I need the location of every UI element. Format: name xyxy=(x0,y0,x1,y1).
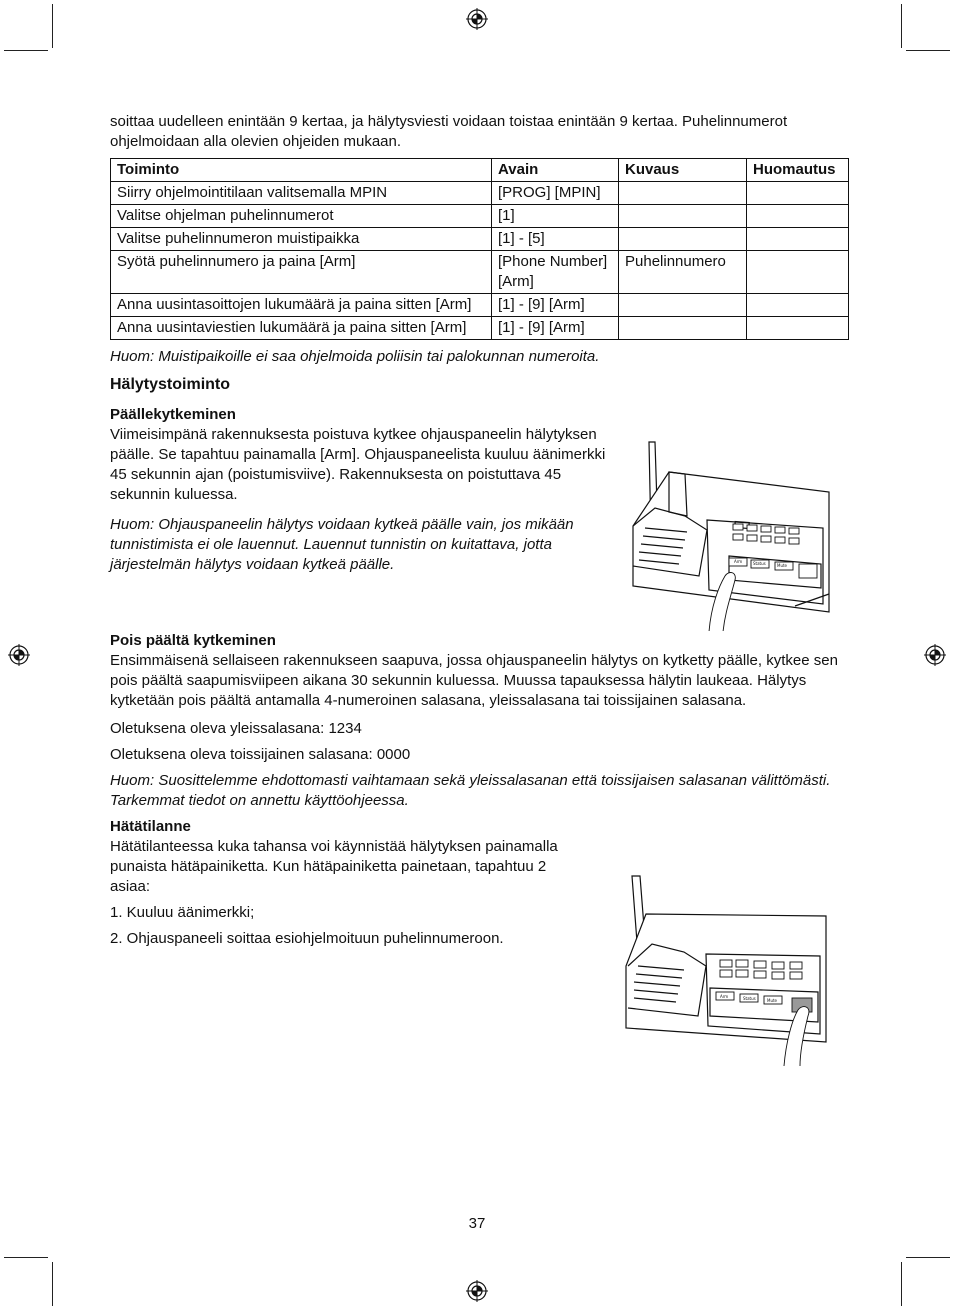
table-cell: [1] - [5] xyxy=(492,228,619,251)
registration-mark-icon xyxy=(466,8,488,30)
table-header-cell: Avain xyxy=(492,159,619,182)
registration-mark-icon xyxy=(8,644,30,666)
table-cell: Puhelinnumero xyxy=(619,251,747,294)
table-cell: Anna uusintasoittojen lukumäärä ja paina sitten [Arm] xyxy=(111,294,492,317)
emergency-item: 2. Ohjauspaneeli soittaa esiohjelmoituun puhelinnumeroon. xyxy=(110,930,504,947)
default-secondary-password: Oletuksena oleva toissijainen salasana: 0000 xyxy=(110,746,411,763)
registration-mark-icon xyxy=(924,644,946,666)
table-row xyxy=(111,317,849,340)
table-cell xyxy=(747,294,849,317)
table-cell: Anna uusintaviestien lukumäärä ja paina sitten [Arm] xyxy=(111,317,492,340)
table-row xyxy=(111,182,849,205)
arming-section xyxy=(110,405,615,575)
crop-mark xyxy=(52,1262,53,1306)
section-title: Hälytystoiminto xyxy=(110,376,231,393)
crop-mark xyxy=(4,1257,48,1258)
registration-mark-icon xyxy=(466,1280,488,1302)
table-cell: Valitse ohjelman puhelinnumerot xyxy=(111,205,492,228)
crop-mark xyxy=(901,4,902,48)
mute-key-label: Mute xyxy=(767,998,778,1003)
table-cell: Siirry ohjelmointitilaan valitsemalla MPIN xyxy=(111,182,492,205)
crop-mark xyxy=(906,1257,950,1258)
mute-key-label: Mute xyxy=(777,563,788,568)
disarming-text: Ensimmäisenä sellaiseen rakennukseen saapuva, jossa ohjauspaneelin hälytys on kytketty päälle, kytkee sen pois päältä saapumisviipeen aikana 30 sekunnin kuluessa. Muussa tapauksessa hälytin laukeaa. Hälytys kytketään pois päältä antamalla 4-numeroinen salasana, yleissalasana tai toissijainen salasana. xyxy=(110,652,838,709)
disarming-title: Pois päältä kytkeminen xyxy=(110,632,276,649)
crop-mark xyxy=(52,4,53,48)
emergency-title: Hätätilanne xyxy=(110,818,191,835)
table-cell: [1] xyxy=(492,205,619,228)
table-cell: [Phone Number] [Arm] xyxy=(492,251,619,294)
page-number: 37 xyxy=(468,1215,486,1232)
table-cell xyxy=(619,294,747,317)
default-master-password: Oletuksena oleva yleissalasana: 1234 xyxy=(110,720,362,737)
table-cell: [PROG] [MPIN] xyxy=(492,182,619,205)
table-header-cell: Huomautus xyxy=(747,159,849,182)
table-cell xyxy=(747,228,849,251)
status-key-label: Status xyxy=(753,561,766,566)
table-header-row xyxy=(111,159,849,182)
table-cell xyxy=(619,205,747,228)
table-cell xyxy=(747,182,849,205)
table-header-cell: Toiminto xyxy=(111,159,492,182)
table-row xyxy=(111,251,849,294)
table-row xyxy=(111,205,849,228)
intro-paragraph: soittaa uudelleen enintään 9 kertaa, ja hälytysviesti voidaan toistaa enintään 9 kertaa. Puhelinnumerot ohjelmoidaan alla olevien ohjeiden mukaan. xyxy=(110,113,788,150)
status-key-label: Status xyxy=(743,996,756,1001)
crop-mark xyxy=(906,50,950,51)
table-cell: [1] - [9] [Arm] xyxy=(492,317,619,340)
arm-key-label: Arm xyxy=(734,559,743,564)
programming-table xyxy=(110,158,849,340)
control-panel-arm-illustration xyxy=(625,436,837,631)
emergency-text: Hätätilanteessa kuka tahansa voi käynnistää hälytyksen painamalla punaista hätäpainiketta. Kun hätäpainiketta painetaan, tapahtuu 2 asiaa: xyxy=(110,838,558,895)
table-cell: Valitse puhelinnumeron muistipaikka xyxy=(111,228,492,251)
crop-mark xyxy=(901,1262,902,1306)
arming-note: Huom: Ohjauspaneelin hälytys voidaan kytkeä päälle vain, jos mikään tunnistimista ei ole lauennut. Lauennut tunnistin on kuitattava, jotta järjestelmän hälytys voidaan kytkeä päälle. xyxy=(110,516,574,573)
arm-key-label: Arm xyxy=(720,994,729,999)
table-row xyxy=(111,228,849,251)
table-note: Huom: Muistipaikoille ei saa ohjelmoida poliisin tai palokunnan numeroita. xyxy=(110,348,600,365)
crop-mark xyxy=(4,50,48,51)
table-cell xyxy=(619,228,747,251)
arming-title: Päällekytkeminen xyxy=(110,406,236,423)
table-cell: [1] - [9] [Arm] xyxy=(492,294,619,317)
emergency-section xyxy=(110,817,580,949)
emergency-item: 1. Kuuluu äänimerkki; xyxy=(110,904,255,921)
table-cell xyxy=(619,182,747,205)
table-cell xyxy=(747,317,849,340)
control-panel-emergency-illustration xyxy=(620,870,832,1068)
arming-text: Viimeisimpänä rakennuksesta poistuva kytkee ohjauspaneelin hälytyksen päälle. Se tapahtuu painamalla [Arm]. Ohjauspaneelista kuuluu äänimerkki 45 sekunnin ajan (poistumisviive). Rakennuksesta on poistuttava 45 sekunnin kuluessa. xyxy=(110,426,606,503)
table-row xyxy=(111,294,849,317)
disarming-section xyxy=(110,631,850,811)
table-cell xyxy=(747,251,849,294)
disarming-note: Huom: Suosittelemme ehdottomasti vaihtamaan sekä yleissalasanan että toissijaisen salasanan välittömästi. Tarkemmat tiedot on annettu käyttöohjeessa. xyxy=(110,772,831,809)
table-cell xyxy=(747,205,849,228)
table-cell xyxy=(619,317,747,340)
table-cell: Syötä puhelinnumero ja paina [Arm] xyxy=(111,251,492,294)
table-header-cell: Kuvaus xyxy=(619,159,747,182)
